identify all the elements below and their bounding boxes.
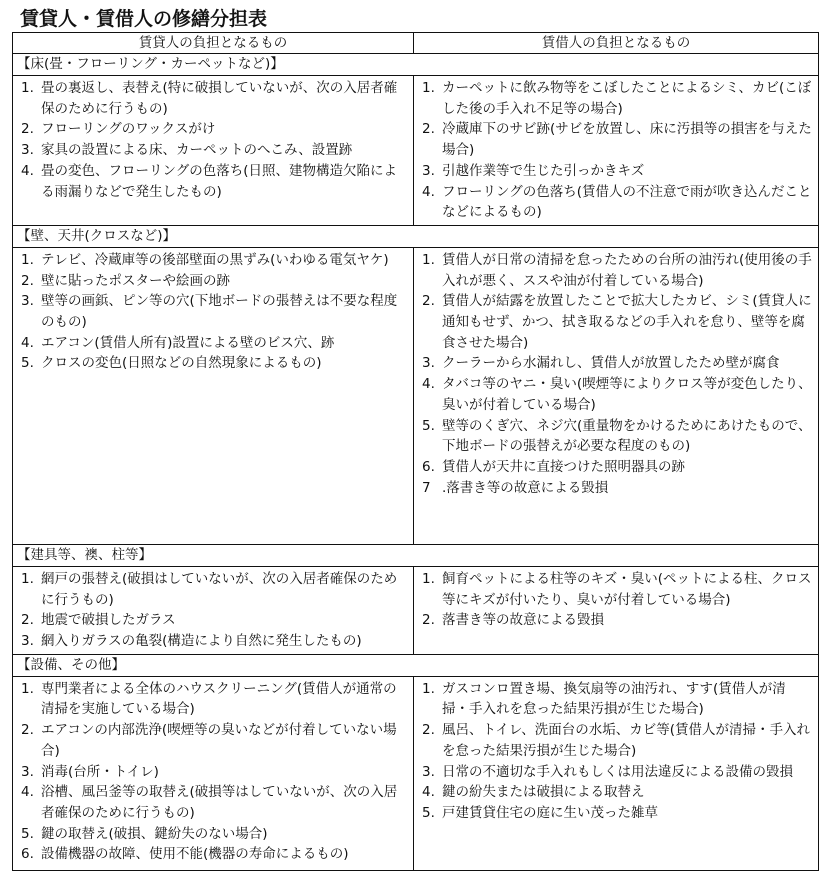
list-item	[422, 457, 812, 478]
section-header-row	[13, 54, 819, 76]
page-title: 賃貸人・賃借人の修繕分担表	[20, 8, 268, 30]
item-number: 2.	[422, 121, 435, 138]
item-text: エアコン(賃借人所有)設置による壁のビス穴、跡	[41, 334, 335, 351]
list-item	[422, 478, 812, 499]
item-text: 専門業者による全体のハウスクリーニング(賃借人が通常の清掃を実施している場合)	[41, 680, 397, 718]
section-header-row	[13, 654, 819, 676]
landlord-items-cell	[13, 247, 414, 544]
item-text: 壁等のくぎ穴、ネジ穴(重量物をかけるためにあけたもので、下地ボードの張替えが必要な程度のもの)	[442, 417, 812, 455]
section-heading: 【設備、その他】	[13, 654, 414, 676]
item-text: タバコ等のヤニ・臭い(喫煙等によりクロス等が変色したり、臭いが付着している場合)	[442, 376, 812, 413]
item-text: ガスコンロ置き場、換気扇等の油汚れ、すす(賃借人が清掃・手入れを怠った結果汚損が生じた場合)	[442, 680, 786, 718]
item-text: テレビ、冷蔵庫等の後部壁面の黒ずみ(いわゆる電気ヤケ)	[41, 251, 389, 268]
item-text: 壁等の画鋲、ピン等の穴(下地ボードの張替えは不要な程度のもの)	[41, 293, 398, 331]
list-item	[422, 569, 812, 610]
list-item	[21, 824, 407, 845]
item-number: 1.	[21, 570, 34, 587]
list-item	[422, 78, 812, 119]
list-item	[21, 333, 407, 354]
list-item	[422, 374, 812, 415]
item-number: 5.	[21, 825, 34, 842]
list-item	[422, 353, 812, 374]
section-content-row	[13, 247, 819, 544]
item-text: 賃借人が天井に直接つけた照明器具の跡	[442, 458, 685, 475]
item-number: 4.	[422, 376, 435, 393]
list-item	[21, 291, 407, 332]
list-item	[21, 161, 407, 202]
item-text: 壁に貼ったポスターや絵画の跡	[41, 272, 230, 289]
list-item	[422, 161, 812, 182]
list-item	[21, 353, 407, 374]
item-number: 3.	[422, 355, 435, 372]
landlord-item-list	[13, 567, 413, 654]
list-item	[422, 803, 812, 824]
list-item	[422, 762, 812, 783]
item-text: 網戸の張替え(破損はしていないが、次の入居者確保のために行うもの)	[41, 570, 398, 608]
section-content-row	[13, 76, 819, 226]
item-number: 4.	[422, 183, 435, 200]
item-text: クロスの変色(日照などの自然現象によるもの)	[41, 355, 322, 372]
item-text: 畳の裏返し、表替え(特に破損していないが、次の入居者確保のために行うもの)	[41, 80, 398, 117]
list-item	[21, 782, 407, 823]
list-item	[422, 250, 812, 291]
tenant-column-header: 賃借人の負担となるもの	[414, 33, 819, 54]
section-heading: 【床(畳・フローリング・カーペットなど)】	[13, 54, 414, 76]
item-number: 1.	[422, 570, 435, 587]
tenant-item-list	[414, 76, 818, 225]
landlord-item-list	[13, 677, 413, 867]
item-number: 1.	[422, 680, 435, 697]
item-number: 3.	[21, 633, 34, 650]
section-content-row	[13, 676, 819, 870]
item-number: 2.	[21, 612, 34, 629]
item-number: 3.	[422, 763, 435, 780]
list-item	[21, 250, 407, 271]
item-text: 飼育ペットによる柱等のキズ・臭い(ペットによる柱、クロス等にキズが付いたり、臭いが付着している場合)	[442, 570, 812, 608]
section-heading: 【建具等、襖、柱等】	[13, 544, 414, 566]
list-item	[21, 631, 407, 652]
item-number: 5.	[21, 355, 34, 372]
list-item	[21, 569, 407, 610]
tenant-item-list	[414, 248, 818, 500]
landlord-items-cell	[13, 76, 414, 226]
item-number: 2.	[21, 722, 34, 739]
tenant-items-cell	[414, 676, 819, 870]
item-number: 7	[422, 479, 431, 496]
tenant-item-list	[414, 677, 818, 826]
item-text: 設備機器の故障、使用不能(機器の寿命によるもの)	[41, 846, 349, 863]
item-text: .落書き等の故意による毀損	[442, 479, 609, 496]
list-item	[21, 78, 407, 119]
item-text: エアコンの内部洗浄(喫煙等の臭いなどが付着していない場合)	[41, 722, 397, 759]
item-text: 引越作業等で生じた引っかきキズ	[442, 162, 645, 179]
item-number: 4.	[422, 784, 435, 801]
section-heading-blank	[414, 654, 819, 676]
item-text: 日常の不適切な手入れもしくは用法違反による設備の毀損	[442, 763, 793, 780]
item-number: 4.	[21, 784, 34, 801]
list-item	[21, 610, 407, 631]
item-number: 6.	[422, 458, 435, 475]
item-text: 落書き等の故意による毀損	[442, 612, 604, 629]
item-number: 1.	[422, 251, 435, 268]
item-number: 6.	[21, 846, 34, 863]
list-item	[21, 271, 407, 292]
item-number: 3.	[422, 162, 435, 179]
section-content-row	[13, 566, 819, 654]
item-number: 2.	[422, 722, 435, 739]
landlord-item-list	[13, 76, 413, 204]
item-text: フローリングの色落ち(賃借人の不注意で雨が吹き込んだことなどによるもの)	[442, 183, 812, 221]
list-item	[21, 140, 407, 161]
item-number: 2.	[21, 272, 34, 289]
item-text: クーラーから水漏れし、賃借人が放置したため壁が腐食	[442, 355, 780, 372]
landlord-items-cell	[13, 676, 414, 870]
item-number: 1.	[21, 80, 34, 96]
landlord-item-list	[13, 248, 413, 376]
section-heading-blank	[414, 54, 819, 76]
section-heading-blank	[414, 225, 819, 247]
item-text: 賃借人が日常の清掃を怠ったための台所の油汚れ(使用後の手入れが悪く、ススや油が付着している場合)	[442, 251, 812, 289]
item-text: 家具の設置による床、カーペットのへこみ、設置跡	[41, 142, 353, 159]
landlord-items-cell	[13, 566, 414, 654]
list-item	[422, 182, 812, 223]
item-number: 4.	[21, 334, 34, 351]
item-number: 2.	[422, 293, 435, 310]
item-number: 4.	[21, 162, 34, 179]
item-number: 3.	[21, 763, 34, 780]
item-number: 2.	[21, 121, 34, 138]
item-text: 風呂、トイレ、洗面台の水垢、カビ等(賃借人が清掃・手入れを怠った結果汚損が生じた場合)	[442, 722, 811, 759]
item-number: 1.	[422, 80, 435, 96]
section-heading-blank	[414, 544, 819, 566]
repair-responsibility-table	[12, 32, 819, 871]
tenant-items-cell	[414, 247, 819, 544]
tenant-items-cell	[414, 76, 819, 226]
list-item	[422, 720, 812, 761]
item-number: 3.	[21, 293, 34, 310]
item-text: 浴槽、風呂釜等の取替え(破損等はしていないが、次の入居者確保のために行うもの)	[41, 784, 398, 821]
tenant-item-list	[414, 567, 818, 633]
item-text: 鍵の取替え(破損、鍵紛失のない場合)	[41, 825, 268, 842]
list-item	[422, 119, 812, 160]
tenant-items-cell	[414, 566, 819, 654]
item-text: フローリングのワックスがけ	[41, 121, 216, 138]
item-text: 鍵の紛失または破損による取替え	[442, 784, 645, 801]
item-text: 賃借人が結露を放置したことで拡大したカビ、シミ(賃貸人に通知もせず、かつ、拭き取るなどの手入れを怠り、壁等を腐食させた場合)	[442, 293, 812, 351]
header-row	[13, 33, 819, 54]
item-text: 畳の変色、フローリングの色落ち(日照、建物構造欠陥による雨漏りなどで発生したもの)	[41, 162, 397, 200]
section-heading: 【壁、天井(クロスなど)】	[13, 225, 414, 247]
item-number: 3.	[21, 142, 34, 159]
item-text: 地震で破損したガラス	[41, 612, 176, 629]
landlord-column-header: 賃貸人の負担となるもの	[13, 33, 414, 54]
list-item	[422, 782, 812, 803]
section-header-row	[13, 225, 819, 247]
item-text: 冷蔵庫下のサビ跡(サビを放置し、床に汚損等の損害を与えた場合)	[442, 121, 812, 159]
item-text: 戸建賃貸住宅の庭に生い茂った雑草	[442, 804, 658, 821]
list-item	[21, 119, 407, 140]
item-text: 消毒(台所・トイレ)	[41, 763, 159, 780]
item-number: 1.	[21, 251, 34, 268]
section-header-row	[13, 544, 819, 566]
list-item	[21, 844, 407, 865]
item-text: 網入りガラスの亀裂(構造により自然に発生したもの)	[41, 633, 362, 650]
item-text: カーペットに飲み物等をこぼしたことによるシミ、カビ(こぼした後の手入れ不足等の場合)	[442, 80, 812, 117]
list-item	[422, 679, 812, 720]
list-item	[21, 679, 407, 720]
list-item	[422, 610, 812, 631]
item-number: 2.	[422, 612, 435, 629]
list-item	[21, 720, 407, 761]
list-item	[422, 291, 812, 353]
list-item	[422, 416, 812, 457]
list-item	[21, 762, 407, 783]
item-number: 5.	[422, 417, 435, 434]
item-number: 5.	[422, 804, 435, 821]
item-number: 1.	[21, 680, 34, 697]
